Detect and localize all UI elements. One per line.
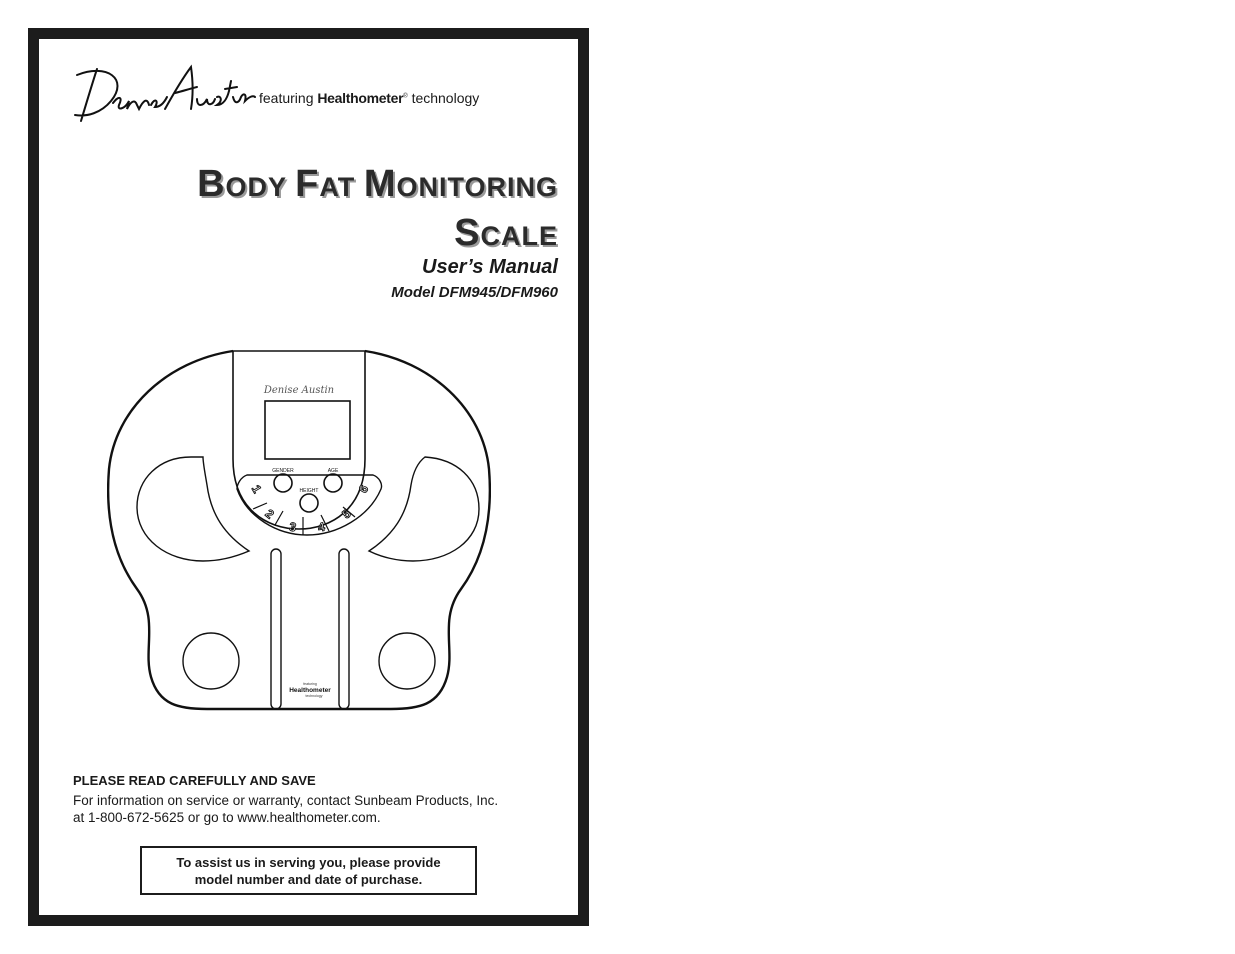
service-info-line-1: For information on service or warranty, contact Sunbeam Products, Inc. <box>73 793 499 808</box>
gender-label: GENDER <box>272 468 294 474</box>
featuring-prefix: featuring <box>259 90 314 106</box>
title-line-2: SCALE <box>454 212 558 254</box>
display-brand: Denise Austin <box>263 385 335 396</box>
service-info <box>73 792 543 826</box>
footer-brand: Healthometer <box>289 687 331 694</box>
keypad-number-6: 6 <box>355 482 372 496</box>
model-number: Model DFM945/DFM960 <box>391 284 558 301</box>
height-button <box>300 494 318 512</box>
keypad-number-4: 4 <box>316 519 326 535</box>
keypad-number-1: 1 <box>248 482 265 496</box>
scale-illustration <box>107 339 491 719</box>
left-foot-pad <box>137 457 249 561</box>
age-label: AGE <box>327 468 339 474</box>
lcd-screen <box>265 401 350 459</box>
footer-brand-top: featuring <box>303 682 317 686</box>
users-manual-subtitle: User’s Manual <box>422 256 558 278</box>
document-title <box>197 161 558 259</box>
right-foot-pad <box>369 457 479 561</box>
right-handle-bar <box>339 549 349 709</box>
height-label: HEIGHT <box>299 488 319 494</box>
denise-austin-signature-logo <box>67 61 257 129</box>
assist-line-1: To assist us in serving you, please provide <box>176 854 441 870</box>
gender-button <box>274 474 292 492</box>
featuring-healthometer <box>259 90 479 106</box>
cover-frame <box>28 28 589 926</box>
left-handle-bar <box>271 549 281 709</box>
keypad-number-3: 3 <box>288 519 298 535</box>
service-info-line-2: at 1-800-672-5625 or go to www.healthometer.com. <box>73 810 381 825</box>
keypad-number-2: 2 <box>262 506 277 522</box>
assist-notice-box <box>140 846 477 895</box>
signature-text: Denise Austin <box>67 61 74 62</box>
left-round-pad <box>183 633 239 689</box>
display-console <box>233 351 365 529</box>
read-and-save-heading: PLEASE READ CAREFULLY AND SAVE <box>73 773 316 788</box>
footer-brand-bottom: technology <box>305 694 323 698</box>
right-round-pad <box>379 633 435 689</box>
assist-line-2: model number and date of purchase. <box>194 871 423 887</box>
healthometer-brand: Healthometer <box>317 90 404 106</box>
trademark-mark: ® <box>403 93 408 100</box>
featuring-suffix: technology <box>411 90 480 106</box>
title-line-1: BODY FAT MONITORING <box>197 163 558 205</box>
scale-outline <box>108 351 490 709</box>
keypad-number-5: 5 <box>339 506 354 522</box>
cover-page <box>39 39 578 915</box>
age-button <box>324 474 342 492</box>
